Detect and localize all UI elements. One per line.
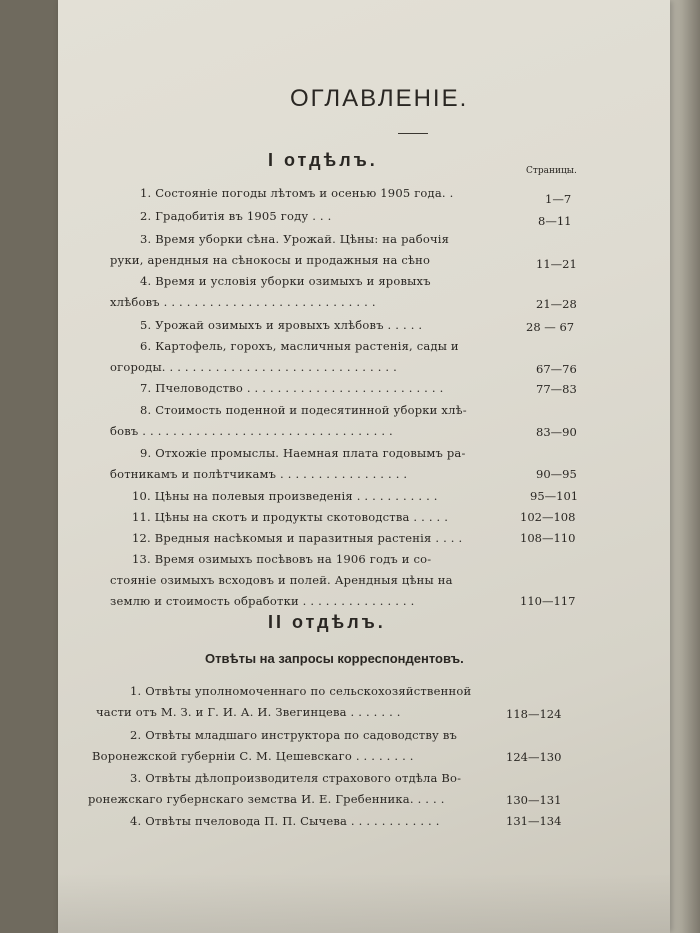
section-2-subtitle: Отвѣты на запросы корреспондентовъ. xyxy=(205,651,464,666)
toc-entry-10-pages: 95—101 xyxy=(530,489,579,503)
toc-entry-4-pages: 21—28 xyxy=(536,297,577,311)
toc2-entry-2-line-2: Воронежской губернiи С. М. Цешевскаго . . . . . . . . xyxy=(92,749,414,763)
toc2-entry-3-line-1: 3. Отвѣты дѣлопроизводителя страхового отдѣла Во- xyxy=(130,771,462,785)
toc2-entry-1-line-1: 1. Отвѣты уполномоченнаго по сельскохозяйственной xyxy=(130,684,472,698)
toc2-entry-3-line-2: ронежскаго губернскаго земства И. Е. Гребенника. . . . . xyxy=(88,792,445,806)
toc-entry-7: 7. Пчеловодство . . . . . . . . . . . . . . . . . . . . . . . . . . xyxy=(140,381,444,395)
toc-entry-8-line-2: бовъ . . . . . . . . . . . . . . . . . . . . . . . . . . . . . . . . . xyxy=(110,424,393,438)
toc-entry-6-line-2: огороды. . . . . . . . . . . . . . . . . . . . . . . . . . . . . . . xyxy=(110,360,397,374)
toc-entry-9-line-1: 9. Отхожiе промыслы. Наемная плата годовымъ ра- xyxy=(140,446,466,460)
toc-entry-1: 1. Состоянiе погоды лѣтомъ и осенью 1905 года. . xyxy=(140,186,454,200)
page-shadow xyxy=(58,873,670,933)
title-rule xyxy=(398,133,428,134)
toc2-entry-3-pages: 130—131 xyxy=(506,793,562,807)
toc2-entry-1-pages: 118—124 xyxy=(506,707,562,721)
toc2-entry-2-line-1: 2. Отвѣты младшаго инструктора по садоводству въ xyxy=(130,728,458,742)
toc-entry-2: 2. Градобитiя въ 1905 году . . . xyxy=(140,209,332,223)
toc-entry-3-line-1: 3. Время уборки сѣна. Урожай. Цѣны: на рабочiя xyxy=(140,232,450,246)
toc-entry-3-line-2: руки, арендныя на сѣнокосы и продажныя на сѣно xyxy=(110,253,431,267)
toc-entry-2-pages: 8—11 xyxy=(538,214,572,228)
section-1-heading: I отдѣлъ. xyxy=(268,150,378,170)
toc2-entry-4: 4. Отвѣты пчеловода П. П. Сычева . . . . . . . . . . . . xyxy=(130,814,440,828)
toc2-entry-2-pages: 124—130 xyxy=(506,750,562,764)
toc-entry-13-line-1: 13. Время озимыхъ посѣвовъ на 1906 годъ и со- xyxy=(132,552,432,566)
toc-entry-4-line-2: хлѣбовъ . . . . . . . . . . . . . . . . . . . . . . . . . . . . xyxy=(110,295,376,309)
toc-entry-8-pages: 83—90 xyxy=(536,425,577,439)
pages-column-header: Страницы. xyxy=(526,166,577,176)
toc-entry-7-pages: 77—83 xyxy=(536,382,577,396)
toc2-entry-1-line-2: части отъ М. З. и Г. И. А. И. Звегинцева . . . . . . . xyxy=(96,705,401,719)
toc-entry-11: 11. Цѣны на скотъ и продукты скотоводства . . . . . xyxy=(132,510,449,524)
toc-entry-9-line-2: ботникамъ и полѣтчикамъ . . . . . . . . . . . . . . . . . xyxy=(110,467,408,481)
section-2-heading: II отдѣлъ. xyxy=(268,612,386,632)
toc-entry-6-line-1: 6. Картофель, горохъ, масличныя растенiя, сады и xyxy=(140,339,459,353)
toc-entry-4-line-1: 4. Время и условiя уборки озимыхъ и яровыхъ xyxy=(140,274,431,288)
toc-entry-3-pages: 11—21 xyxy=(536,257,577,271)
toc-entry-11-pages: 102—108 xyxy=(520,510,576,524)
toc2-entry-4-pages: 131—134 xyxy=(506,814,562,828)
toc-entry-5-pages: 28 — 67 xyxy=(526,320,575,334)
page-title: ОГЛАВЛЕНIЕ. xyxy=(290,85,469,112)
toc-entry-1-pages: 1—7 xyxy=(545,192,572,206)
toc-entry-12-pages: 108—110 xyxy=(520,531,576,545)
book-page xyxy=(58,0,670,933)
toc-entry-12: 12. Вредныя насѣкомыя и паразитныя растенiя . . . . xyxy=(132,531,463,545)
toc-entry-8-line-1: 8. Стоимость поденной и подесятинной уборки хлѣ- xyxy=(140,403,467,417)
toc-entry-13-line-2: стоянiе озимыхъ всходовъ и полей. Арендныя цѣны на xyxy=(110,573,453,587)
toc-entry-13-pages: 110—117 xyxy=(520,594,576,608)
toc-entry-13-line-3: землю и стоимость обработки . . . . . . . . . . . . . . . xyxy=(110,594,415,608)
toc-entry-6-pages: 67—76 xyxy=(536,362,577,376)
toc-entry-5: 5. Урожай озимыхъ и яровыхъ хлѣбовъ . . . . . xyxy=(140,318,423,332)
toc-entry-10: 10. Цѣны на полевыя произведенiя . . . . . . . . . . . xyxy=(132,489,438,503)
toc-entry-9-pages: 90—95 xyxy=(536,467,577,481)
